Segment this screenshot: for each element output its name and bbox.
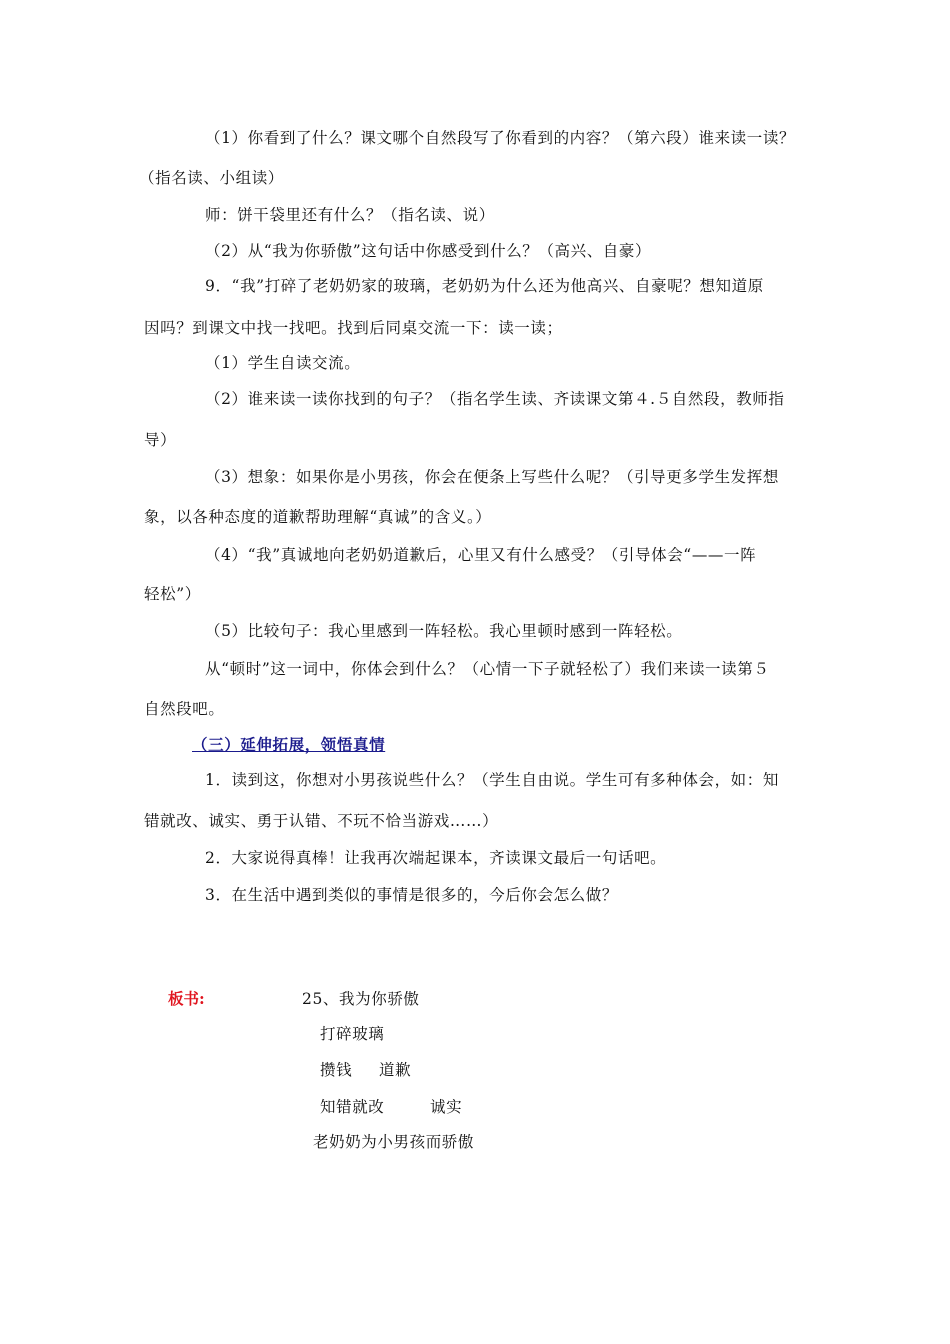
paragraph-line: 师：饼干袋里还有什么？（指名读、说） (205, 206, 495, 224)
paragraph-line: （5）比较句子：我心里感到一阵轻松。我心里顿时感到一阵轻松。 (205, 622, 683, 640)
board-item: 道歉 (379, 1061, 412, 1079)
paragraph-line: 2．大家说得真棒！让我再次端起课本，齐读课文最后一句话吧。 (205, 849, 667, 867)
paragraph-line: 轻松”） (144, 585, 201, 603)
paragraph-line: （指名读、小组读） (139, 169, 284, 187)
paragraph-line: （2）谁来读一读你找到的句子？（指名学生读、齐读课文第４.５自然段，教师指 (205, 390, 785, 408)
paragraph-line: （4）“我”真诚地向老奶奶道歉后，心里又有什么感受？（引导体会“——一阵 (205, 546, 757, 564)
paragraph-line: 从“顿时”这一词中，你体会到什么？（心情一下子就轻松了）我们来读一读第５ (205, 660, 770, 678)
paragraph-line: 错就改、诚实、勇于认错、不玩不恰当游戏……） (144, 812, 499, 830)
board-label: 板书: (168, 989, 205, 1008)
paragraph-line: 自然段吧。 (144, 700, 225, 718)
section-heading: （三）延伸拓展，领悟真情 (192, 735, 386, 754)
paragraph-line: 因吗？到课文中找一找吧。找到后同桌交流一下：读一读； (144, 319, 563, 337)
paragraph-line: 3．在生活中遇到类似的事情是很多的，今后你会怎么做？ (205, 886, 618, 904)
paragraph-line: 9．“我”打碎了老奶奶家的玻璃，老奶奶为什么还为他高兴、自豪呢？想知道原 (205, 277, 764, 295)
board-item: 攒钱 (320, 1061, 353, 1079)
board-item: 打碎玻璃 (320, 1025, 385, 1043)
board-item: 知错就改 (320, 1098, 385, 1116)
paragraph-line: （2）从“我为你骄傲”这句话中你感受到什么？（高兴、自豪） (205, 242, 652, 260)
paragraph-line: （1）你看到了什么？课文哪个自然段写了你看到的内容？（第六段）谁来读一读？ (205, 129, 796, 147)
paragraph-line: 1．读到这，你想对小男孩说些什么？（学生自由说。学生可有多种体会，如：知 (205, 771, 779, 789)
paragraph-line: 象，以各种态度的道歉帮助理解“真诚”的含义。） (144, 508, 492, 526)
paragraph-line: （1）学生自读交流。 (205, 354, 361, 372)
board-item: 诚实 (430, 1098, 463, 1116)
board-conclusion: 老奶奶为小男孩而骄傲 (313, 1133, 475, 1151)
paragraph-line: （3）想象：如果你是小男孩，你会在便条上写些什么呢？（引导更多学生发挥想 (205, 468, 779, 486)
paragraph-line: 导） (144, 431, 177, 449)
board-title: 25、我为你骄傲 (302, 990, 420, 1008)
